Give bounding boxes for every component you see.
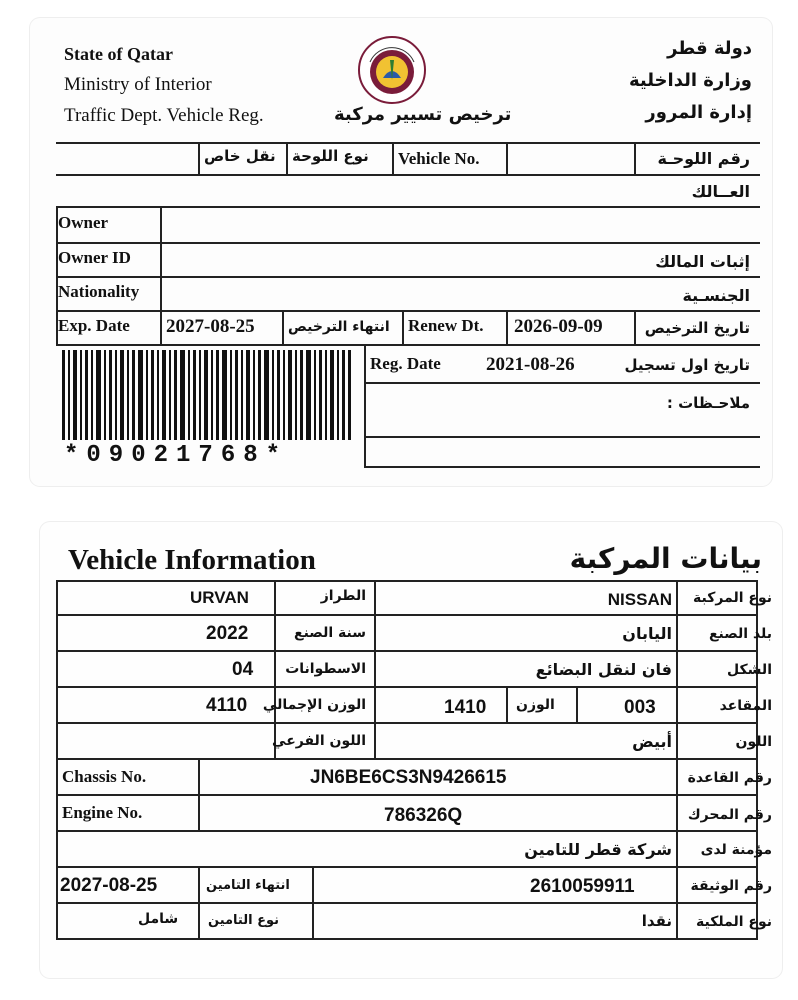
weight-label: الوزن: [516, 697, 555, 713]
engine-label-ar: رقم المحرك: [687, 807, 772, 823]
make-value: NISSAN: [607, 590, 672, 609]
notes-label-ar: ملاحـظات :: [666, 394, 750, 412]
weight-value: 1410: [444, 697, 487, 718]
department-en: Traffic Dept. Vehicle Reg.: [64, 105, 264, 126]
owner-id-label: Owner ID: [58, 248, 131, 267]
ministry-en: Ministry of Interior: [64, 74, 212, 95]
country-value: اليابان: [622, 624, 672, 643]
shape-value: فان لنقل البضائع: [535, 660, 672, 679]
vehicle-info-card: [40, 522, 782, 978]
insurance-exp-value: 2027-08-25: [60, 875, 158, 896]
renew-date-label: Renew Dt.: [408, 316, 484, 335]
reg-date-label-ar: تاريخ اول تسجيل: [624, 356, 750, 374]
year-value: 2022: [206, 623, 249, 644]
seats-label: المقاعد: [719, 698, 772, 714]
year-label: سنة الصنع: [294, 625, 366, 641]
reg-date-label: Reg. Date: [370, 354, 441, 373]
ownership-value: نقدا: [641, 912, 672, 930]
renew-date-value: 2026-09-09: [514, 316, 603, 337]
model-value: URVAN: [190, 588, 249, 607]
exp-date-value: 2027-08-25: [166, 316, 255, 337]
plate-type-value: نقل خاص: [204, 147, 276, 165]
insurer-label: مؤمنة لدى: [700, 842, 772, 858]
engine-value: 786326Q: [384, 805, 463, 826]
title-ar: ترخيص تسيير مركبة: [334, 104, 512, 125]
policy-value: 2610059911: [530, 876, 635, 897]
insurance-type-value: شامل: [138, 911, 179, 927]
plate-no-label: رقم اللوحـة: [657, 149, 750, 168]
state-en: State of Qatar: [64, 44, 173, 64]
sub-color-label: اللون الفرعي: [272, 733, 366, 749]
plate-type-label: نوع اللوحة: [292, 147, 369, 165]
policy-label: رقم الوثيقة: [690, 878, 772, 894]
insurer-value: شركة قطر للتامين: [524, 840, 672, 859]
gross-weight-value: 4110: [206, 695, 248, 716]
renew-date-label-ar: تاريخ الترخيص: [644, 319, 750, 337]
ministry-ar: وزارة الداخلية: [628, 70, 752, 91]
nationality-label: Nationality: [58, 282, 140, 301]
chassis-label-ar: رقم القاعدة: [687, 770, 772, 786]
chassis-label: Chassis No.: [62, 767, 147, 786]
make-label: نوع المركبة: [693, 590, 772, 606]
exp-date-label: Exp. Date: [58, 316, 130, 335]
registration-card: [30, 18, 772, 486]
chassis-value: JN6BE6CS3N9426615: [310, 767, 507, 788]
insurance-exp-label: انتهاء التامين: [206, 878, 290, 893]
barcode-text: *09021768*: [64, 442, 289, 469]
vehicle-no-label: Vehicle No.: [398, 149, 480, 168]
engine-label: Engine No.: [62, 803, 143, 822]
vehicle-info-title: Vehicle Information: [68, 544, 316, 576]
seats-value: 003: [624, 697, 656, 718]
owner-label-ar: العــالك: [691, 182, 750, 201]
owner-label: Owner: [58, 213, 109, 232]
department-ar: إدارة المرور: [645, 102, 752, 123]
cylinders-label: الاسطوانات: [285, 661, 366, 677]
model-label: الطراز: [320, 588, 366, 604]
state-ar: دولة قطر: [667, 38, 752, 59]
color-value: أبيض: [632, 732, 672, 751]
barcode-icon: [62, 350, 352, 440]
shape-label: الشكل: [727, 662, 772, 678]
nationality-label-ar: الجنسـية: [682, 286, 750, 305]
cylinders-value: 04: [232, 659, 254, 680]
reg-date-value: 2021-08-26: [486, 354, 575, 375]
ownership-label: نوع الملكية: [696, 914, 772, 930]
vehicle-info-title-ar: بيانات المركبة: [569, 542, 762, 575]
country-label: بلد الصنع: [708, 626, 772, 642]
color-label: اللون: [735, 734, 772, 750]
exp-date-label-ar: انتهاء الترخيص: [288, 319, 390, 335]
gross-weight-label: الوزن الإجمالي: [262, 697, 366, 713]
qatar-emblem-icon: [356, 34, 428, 106]
insurance-type-label: نوع التامين: [208, 913, 280, 928]
owner-id-label-ar: إثبات المالك: [655, 252, 750, 271]
